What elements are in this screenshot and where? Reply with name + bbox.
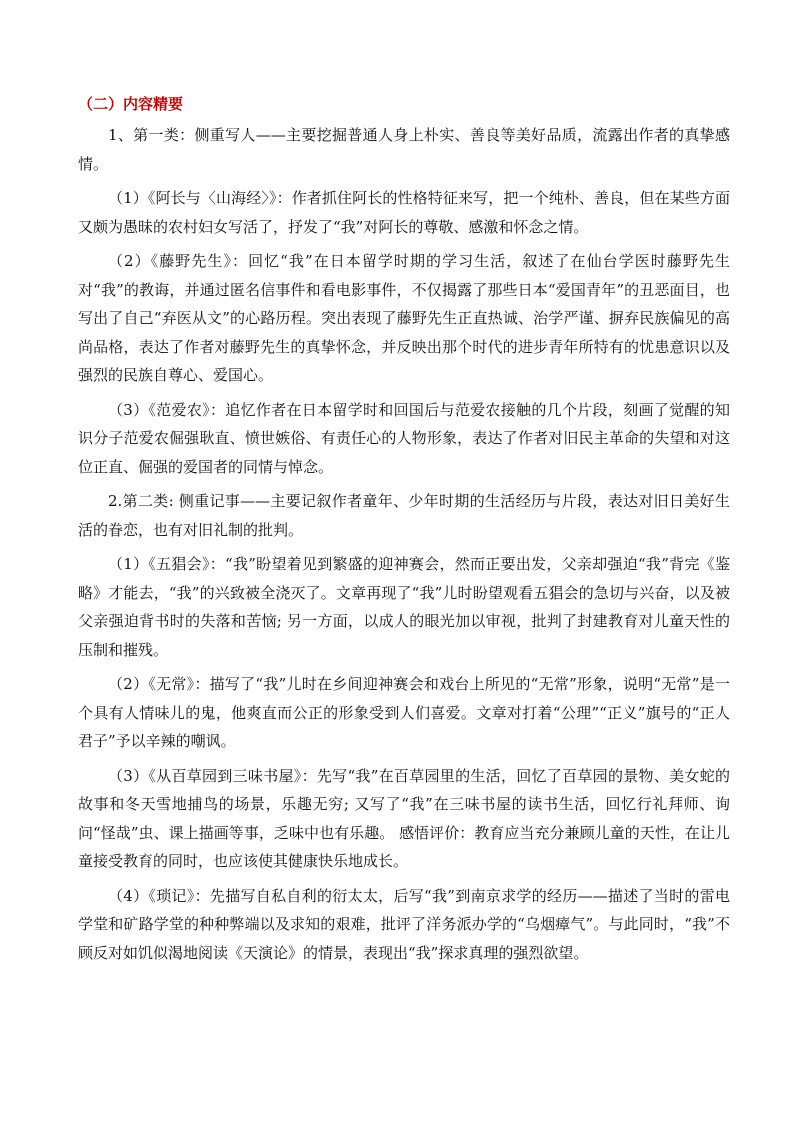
paragraph-fujino: （2）《藤野先生》：回忆“我”在日本留学时期的学习生活，叙述了在仙台学医时藤野先生对“我”的教诲，并通过匿名信事件和看电影事件，不仅揭露了那些日本“爱国青年”的丑恶面目，也写出了自己“弃医从文”的心路历程。突出表现了藤野先生正直热诚、治学严谨、摒弃民族偏见的高尚品格，表达了作者对藤野先生的真挚怀念，并反映出那个时代的进步青年所特有的忧患意识以及强烈的民族自尊心、爱国心。 — [78, 252, 730, 384]
paragraph-baicaoyuan: （3）《从百草园到三味书屋》：先写“我”在百草园里的生活，回忆了百草园的景物、美女蛇的故事和冬天雪地捕鸟的场景，乐趣无穷; 又写了“我”在三味书屋的读书生活，回忆行礼拜师、询问“怪哉”虫、课上描画等事，乏味中也有乐趣。 感悟评价：教育应当充分兼顾儿童的天性，在让儿童接受教育的同时，也应该使其健康快乐地成长。 — [78, 766, 730, 870]
section-heading: （二）内容精要 — [78, 95, 184, 113]
paragraph-wuchang: （2）《无常》：描写了“我”儿时在乡间迎神赛会和戏台上所见的“无常”形象，说明“无常”是一个具有人情味儿的鬼，他爽直而公正的形象受到人们喜爱。文章对打着“公理”“正义”旗号的“正人君子”予以辛辣的嘲讽。 — [78, 675, 730, 750]
paragraph-a-chang: （1）《阿长与〈山海经〉》：作者抓住阿长的性格特征来写，把一个纯朴、善良，但在某些方面又颇为愚昧的农村妇女写活了，抒发了“我”对阿长的尊敬、感激和怀念之情。 — [78, 189, 730, 236]
paragraph-category-2: 2.第二类: 侧重记事——主要记叙作者童年、少年时期的生活经历与片段，表达对旧日美好生活的眷恋，也有对旧礼制的批判。 — [78, 492, 730, 539]
paragraph-category-1: 1、第一类：侧重写人——主要挖掘普通人身上朴实、善良等美好品质，流露出作者的真挚感情。 — [78, 126, 730, 173]
document-body — [78, 94, 730, 973]
paragraph-fan-ainong: （3）《范爱农》：追忆作者在日本留学时和回国后与范爱农接触的几个片段，刻画了觉醒的知识分子范爱农倔强耿直、愤世嫉俗、有责任心的人物形象，表达了作者对旧民主革命的失望和对这位正直、倔强的爱国者的同情与悼念。 — [78, 400, 730, 476]
paragraph-suoji: （4）《琐记》：先描写自私自利的衍太太，后写“我”到南京求学的经历——描述了当时的雷电学堂和矿路学堂的种种弊端以及求知的艰难，批评了洋务派办学的“乌烟瘴气”。与此同时，“我”不顾反对如饥似渴地阅读《天演论》的情景，表现出“我”探求真理的强烈欲望。 — [78, 886, 730, 962]
paragraph-wuchang-fair: （1）《五猖会》：“我”盼望着见到繁盛的迎神赛会，然而正要出发，父亲却强迫“我”背完《鉴略》才能去，“我”的兴致被全浇灭了。文章再现了“我”儿时盼望观看五猖会的急切与兴奋，以及被父亲强迫背书时的失落和苦恼; 另一方面，以成人的眼光加以审视，批判了封建教育对儿童天性的压制和摧残。 — [78, 555, 730, 659]
